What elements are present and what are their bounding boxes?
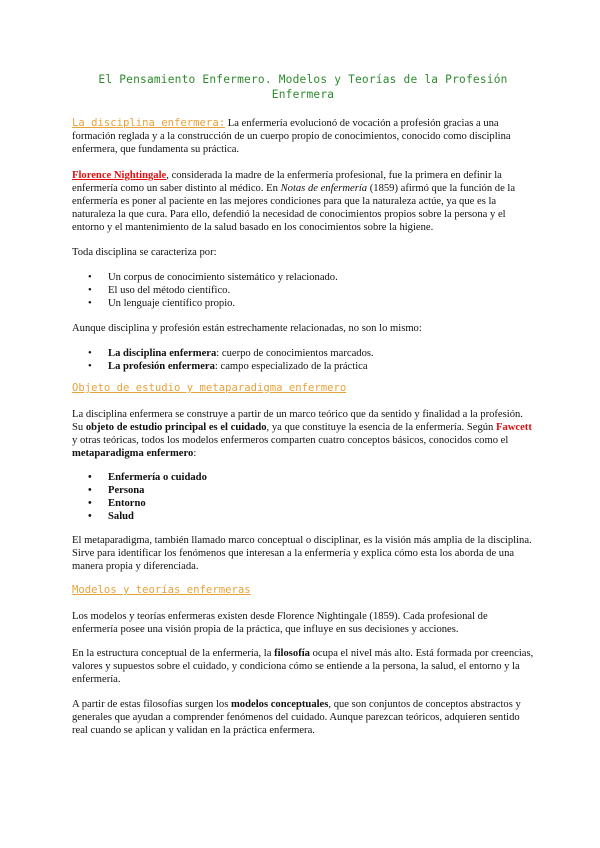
list-item: • El uso del método científico. bbox=[86, 284, 526, 297]
discipline-vs-profession-list bbox=[86, 347, 526, 373]
list-item-rest: : cuerpo de conocimientos marcados. bbox=[216, 348, 374, 359]
text-a: A partir de estas filosofías surgen los bbox=[72, 699, 231, 710]
metaparadigm-paragraph bbox=[72, 408, 534, 460]
metaparadigm-concepts-list bbox=[86, 471, 526, 523]
list-item: • Un corpus de conocimiento sistemático y relacionado. bbox=[86, 271, 526, 284]
list-item: • Un lenguaje científico propio. bbox=[86, 297, 526, 310]
nightingale-text-b: (1859) afirmó que la función de la enfermería es poner al paciente en las mejores condiciones para que la naturaleza actúe, ya que es la naturaleza la que cura. Para ello, defendió la necesidad de conocimientos propios sobre la persona y el entorno y el mantenimiento de la salud basado en los conocimientos sobre la higiene. bbox=[72, 183, 516, 233]
metaparadigm-definition: El metaparadigma, también llamado marco conceptual o disciplinar, es la visión más amplia de la disciplina. Sirve para identificar los fenómenos que interesan a la enfermería y explica cómo esta los aborda de una manera propia y diferenciada. bbox=[72, 535, 532, 572]
intro-text: La enfermería evolucionó de vocación a profesión gracias a una formación reglada y a la construcción de un cuerpo propio de conocimientos, conocido como disciplina enfermera, que fundamenta su práctica. bbox=[72, 118, 511, 155]
bold-metaparadigma: metaparadigma enfermero bbox=[72, 448, 194, 459]
fawcett-name: Fawcett bbox=[495, 422, 532, 433]
list-item-bold: La disciplina enfermera bbox=[108, 348, 217, 359]
list-item-bold: La profesión enfermera bbox=[108, 361, 215, 372]
list-item: • Salud bbox=[86, 510, 526, 523]
discipline-characteristics-list bbox=[86, 271, 526, 310]
bold-objeto: objeto de estudio principal es el cuidado bbox=[85, 422, 267, 433]
modelos-conceptuales-paragraph bbox=[72, 698, 534, 737]
text-a: La disciplina enfermera se construye a partir de un marco teórico que da sentido y finalidad a la profesión. Su bbox=[72, 409, 523, 433]
modelos-paragraph: Los modelos y teorías enfermeras existen desde Florence Nightingale (1859). Cada profesional de enfermería posee una visión propia de la práctica, que influye en sus decisiones y acciones. bbox=[72, 611, 488, 635]
list-item: • Enfermería o cuidado bbox=[86, 471, 526, 484]
text-b: , ya que constituye la esencia de la enfermería. Según bbox=[266, 422, 496, 433]
aunque-text: Aunque disciplina y profesión están estrechamente relacionadas, no son lo mismo: bbox=[72, 323, 422, 334]
page-title: El Pensamiento Enfermero. Modelos y Teorías de la Profesión Enfermera bbox=[98, 73, 508, 101]
text-b: , que son conjuntos de conceptos abstractos y generales que ayudan a comprender fenómenos del cuidado. Aunque parezcan teóricos, adquieren sentido real cuando se aplican y validan en la práctica enfermera. bbox=[72, 699, 521, 736]
intro-paragraph bbox=[72, 117, 534, 156]
list-item bbox=[86, 360, 526, 373]
section-heading-modelos: Modelos y teorías enfermeras bbox=[72, 584, 251, 596]
notas-title: Notas de enfermería bbox=[280, 183, 368, 194]
nightingale-paragraph bbox=[72, 169, 534, 234]
section-heading-disciplina: La disciplina enfermera: bbox=[72, 117, 226, 129]
bold-modelos-conceptuales: modelos conceptuales bbox=[230, 699, 329, 710]
section-heading-objeto: Objeto de estudio y metaparadigma enfermero bbox=[72, 382, 347, 394]
list-item: • Persona bbox=[86, 484, 526, 497]
list-item bbox=[86, 347, 526, 360]
text-b: ocupa el nivel más alto. Está formada por creencias, valores y supuestos sobre el cuidado, y condiciona cómo se entiende a la persona, la salud, el entorno y la enfermería. bbox=[72, 648, 534, 685]
text-a: En la estructura conceptual de la enfermería, la bbox=[72, 648, 275, 659]
bold-filosofia: filosofía bbox=[274, 648, 310, 659]
list-item: • Entorno bbox=[86, 497, 526, 510]
list-item-rest: : campo especializado de la práctica bbox=[214, 361, 368, 372]
nightingale-text-a: , considerada la madre de la enfermería profesional, fue la primera en definir la enfermería como un saber distinto al médico. En bbox=[72, 170, 502, 194]
nightingale-name: Florence Nightingale bbox=[72, 170, 167, 181]
text-c: y otras teóricas, todos los modelos enfermeros comparten cuatro conceptos básicos, conocidos como el bbox=[72, 435, 509, 446]
filosofia-paragraph bbox=[72, 647, 534, 686]
toda-disciplina-text: Toda disciplina se caracteriza por: bbox=[72, 247, 217, 258]
text-d: : bbox=[193, 448, 197, 459]
